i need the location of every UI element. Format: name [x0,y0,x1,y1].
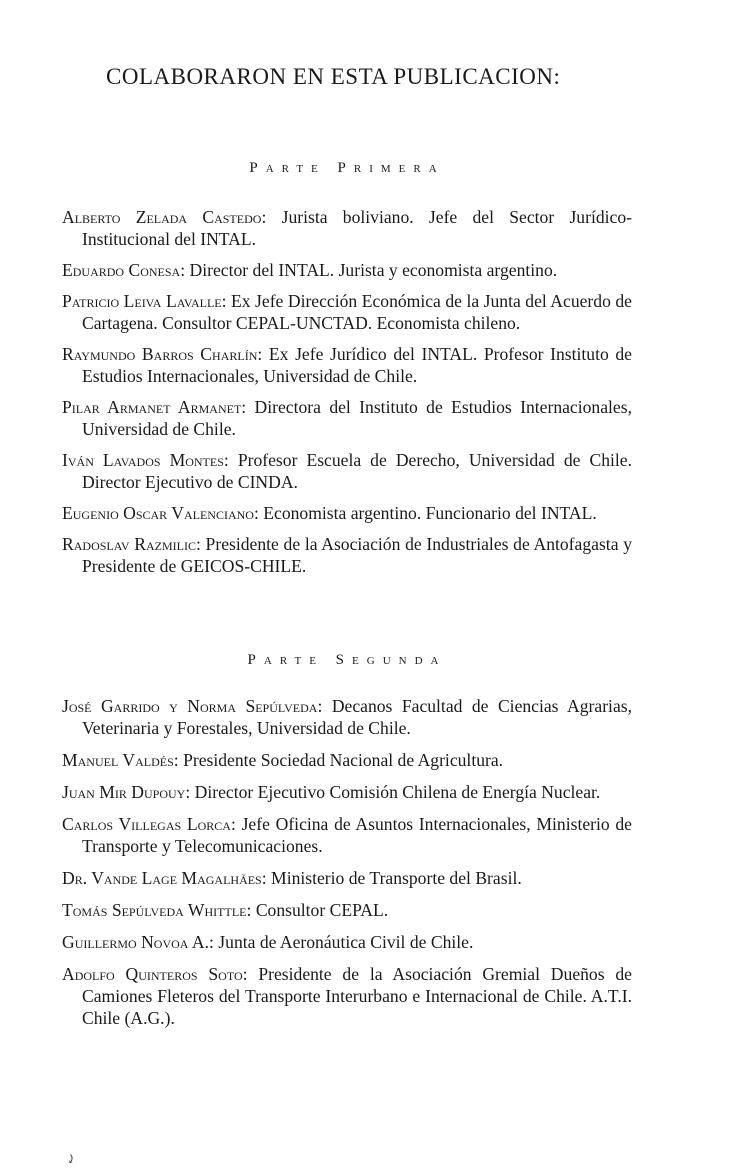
name-separator: : [257,344,269,364]
contributor-description: Ex Jefe Dirección Económica de la Junta del Acuerdo de Cartagena. Consultor CEPAL-UNCTAD. Economista chileno. [82,291,632,333]
contributor-entry [62,867,632,889]
page-title: COLABORARON EN ESTA PUBLICACION: [106,64,561,89]
contributor-description: Consultor CEPAL. [255,900,389,920]
name-separator: : [180,260,190,280]
name-separator: : [246,900,256,920]
contributor-entry [62,963,632,1029]
contributor-description: Ministerio de Transporte del Brasil. [271,868,522,888]
contributor-description: Economista argentino. Funcionario del INTAL. [263,503,597,523]
contributor-entry [62,899,632,921]
stray-print-mark: ⤸ [66,1152,77,1166]
name-separator: : [253,503,264,523]
contributor-entry [62,781,632,803]
contributor-name: Eugenio Oscar Valenciano [62,503,254,523]
contributor-description: Ex Jefe Jurídico del INTAL. Profesor Instituto de Estudios Internacionales, Universidad de Chile. [82,344,632,386]
contributor-entry [62,290,632,334]
contributor-name: Pilar Armanet Armanet [62,397,242,417]
contributor-description: Profesor Escuela de Derecho, Universidad de Chile. Director Ejecutivo de CINDA. [82,450,632,492]
contributors-list-segunda [62,695,632,1039]
contributor-description: Junta de Aeronáutica Civil de Chile. [218,932,474,952]
contributor-entry [62,259,632,281]
contributor-description: Decanos Facultad de Ciencias Agrarias, Veterinaria y Forestales, Universidad de Chile. [82,696,632,738]
contributor-entry [62,343,632,387]
contributor-entry [62,813,632,857]
contributor-description: Jefe Oficina de Asuntos Internacionales, Ministerio de Transporte y Telecomunicaciones. [82,814,632,856]
name-separator: : [209,932,219,952]
contributor-name: Carlos Villegas Lorca [62,814,231,834]
contributor-name: Guillermo Novoa A. [62,932,209,952]
contributor-entry [62,502,632,524]
name-separator: : [230,814,242,834]
name-separator: : [223,450,238,470]
contributor-entry [62,206,632,250]
part-heading-primera: Parte Primera [249,160,445,176]
contributor-description: Director Ejecutivo Comisión Chilena de Energía Nuclear. [194,782,601,802]
part-heading-segunda: Parte Segunda [247,652,447,668]
name-separator: : [261,207,282,227]
contributor-name: Eduardo Conesa [62,260,181,280]
contributor-entry [62,749,632,771]
name-separator: : [242,964,259,984]
name-separator: : [221,291,231,311]
contributor-name: José Garrido y Norma Sepúlveda [62,696,318,716]
contributor-name: Juan Mir Dupouy [62,782,186,802]
contributor-description: Director del INTAL. Jurista y economista argentino. [189,260,558,280]
name-separator: : [173,750,184,770]
contributor-name: Radoslav Razmilic [62,534,196,554]
contributor-name: Alberto Zelada Castedo [62,207,262,227]
name-separator: : [241,397,255,417]
contributor-name: Raymundo Barros Charlín [62,344,258,364]
contributor-entry [62,396,632,440]
contributor-name: Manuel Valdés [62,750,174,770]
contributor-name: Patricio Leiva Lavalle [62,291,222,311]
contributor-name: Iván Lavados Montes [62,450,224,470]
contributor-entry [62,695,632,739]
contributors-list-primera [62,206,632,586]
name-separator: : [317,696,332,716]
contributor-entry [62,449,632,493]
contributor-entry [62,931,632,953]
contributor-description: Presidente de la Asociación de Industriales de Antofagasta y Presidente de GEICOS-CHILE. [82,534,632,576]
contributor-description: Presidente Sociedad Nacional de Agricultura. [183,750,504,770]
contributor-name: Adolfo Quinteros Soto [62,964,243,984]
name-separator: : [195,534,206,554]
contributor-name: Dr. Vande Lage Magalhães [62,868,262,888]
contributor-description: Jurista boliviano. Jefe del Sector Jurídico-Institucional del INTAL. [82,207,632,249]
contributor-entry [62,533,632,577]
contributor-name: Tomás Sepúlveda Whittle [62,900,247,920]
name-separator: : [261,868,272,888]
name-separator: : [185,782,195,802]
contributor-description: Directora del Instituto de Estudios Internacionales, Universidad de Chile. [82,397,632,439]
contributor-description: Presidente de la Asociación Gremial Dueños de Camiones Fleteros del Transporte Interurbano e Internacional de Chile. A.T.I. Chile (A.G.). [82,964,632,1028]
